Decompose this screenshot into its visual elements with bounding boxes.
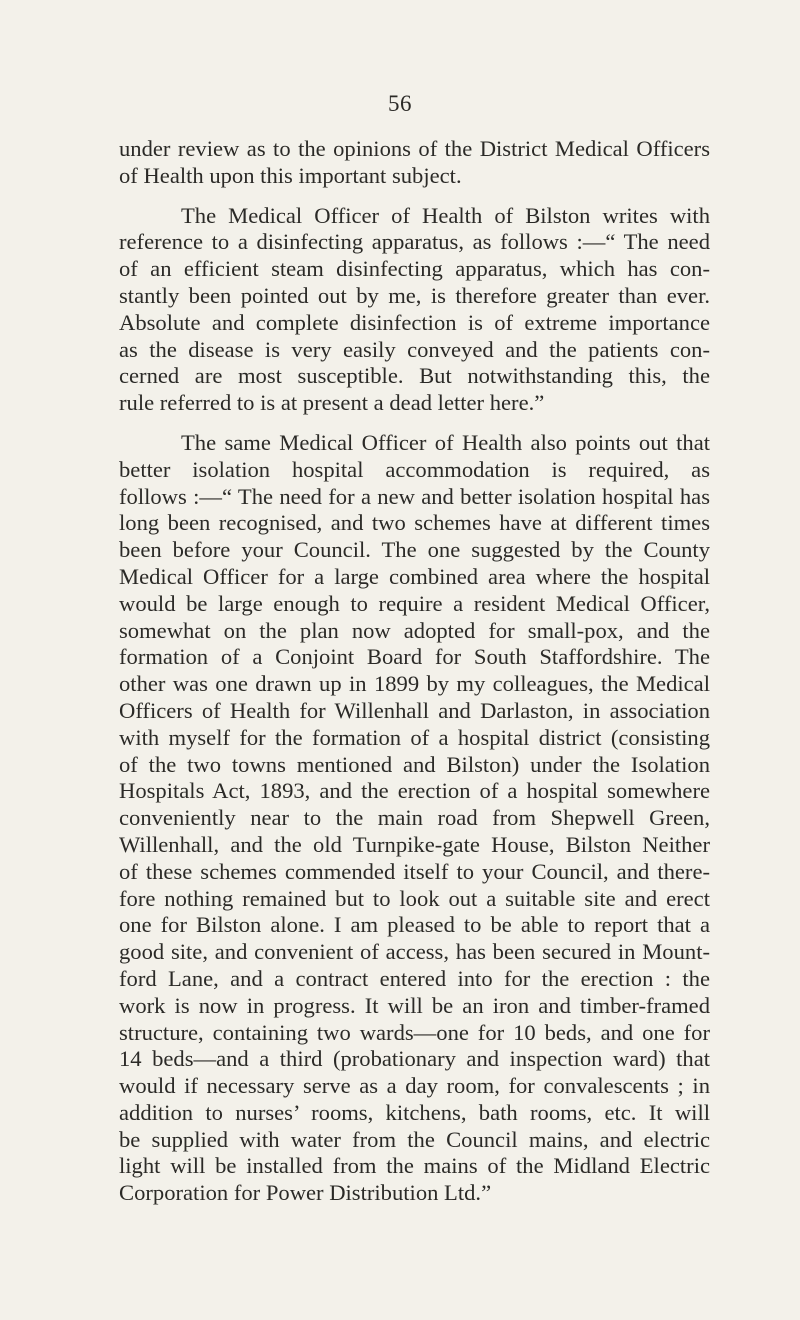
- text-line: Absolute and complete disinfection is of extreme importance: [119, 309, 710, 335]
- text-line: formation of a Conjoint Board for South Staffordshire. The: [119, 644, 710, 670]
- text-line: under review as to the opinions of the District Medical Officers: [119, 136, 710, 161]
- text-line: The same Medical Officer of Health also points out that: [181, 429, 710, 455]
- text-line: reference to a disinfecting apparatus, as follows :—“ The need: [119, 229, 710, 255]
- text-line: been before your Council. The one suggested by the County: [119, 537, 710, 563]
- text-line: of Health upon this important subject.: [119, 162, 462, 188]
- text-line: conveniently near to the main road from Shepwell Green,: [119, 805, 710, 831]
- paragraph: [119, 136, 710, 190]
- text-line: long been recognised, and two schemes have at different times: [119, 510, 710, 536]
- text-line: of an efficient steam disinfecting apparatus, which has con-: [119, 256, 710, 282]
- text-line: rule referred to is at present a dead letter here.”: [119, 390, 545, 416]
- text-line: of the two towns mentioned and Bilston) under the Isolation: [119, 751, 710, 777]
- text-line: addition to nurses’ rooms, kitchens, bath rooms, etc. It will: [119, 1099, 710, 1125]
- page-number: 56: [388, 91, 412, 116]
- text-line: cerned are most susceptible. But notwithstanding this, the: [119, 363, 710, 389]
- text-line: Hospitals Act, 1893, and the erection of a hospital somewhere: [119, 778, 710, 804]
- text-line: of these schemes commended itself to your Council, and there-: [119, 858, 710, 884]
- text-line: Willenhall, and the old Turnpike-gate House, Bilston Neither: [119, 831, 710, 857]
- text-line: structure, containing two wards—one for 10 beds, and one for: [119, 1019, 710, 1045]
- text-line: Officers of Health for Willenhall and Darlaston, in association: [119, 697, 710, 723]
- paragraph-gap: [119, 417, 710, 430]
- text-line: follows :—“ The need for a new and better isolation hospital has: [119, 483, 710, 509]
- body-text: [119, 136, 710, 1207]
- text-line: The Medical Officer of Health of Bilston writes with: [181, 202, 710, 228]
- text-line: other was one drawn up in 1899 by my colleagues, the Medical: [119, 671, 710, 697]
- text-line: ford Lane, and a contract entered into for the erection : the: [119, 965, 710, 991]
- text-line: 14 beds—and a third (probationary and inspection ward) that: [119, 1046, 710, 1072]
- text-line: fore nothing remained but to look out a suitable site and erect: [119, 885, 710, 911]
- text-line: would if necessary serve as a day room, for convalescents ; in: [119, 1073, 710, 1099]
- text-line: as the disease is very easily conveyed and the patients con-: [119, 336, 710, 362]
- text-line: Corporation for Power Distribution Ltd.”: [119, 1180, 492, 1206]
- text-line: with myself for the formation of a hospital district (consisting: [119, 724, 710, 750]
- text-line: stantly been pointed out by me, is therefore greater than ever.: [119, 282, 710, 308]
- text-line: light will be installed from the mains of the Midland Electric: [119, 1153, 710, 1179]
- text-line: be supplied with water from the Council mains, and electric: [119, 1126, 710, 1152]
- text-line: Medical Officer for a large combined area where the hospital: [119, 563, 710, 589]
- text-line: somewhat on the plan now adopted for small-pox, and the: [119, 617, 710, 643]
- paragraph: [119, 430, 710, 1207]
- paragraph-gap: [119, 190, 710, 203]
- text-line: better isolation hospital accommodation is required, as: [119, 456, 710, 482]
- text-line: would be large enough to require a resident Medical Officer,: [119, 590, 710, 616]
- text-line: work is now in progress. It will be an iron and timber-framed: [119, 992, 710, 1018]
- text-line: good site, and convenient of access, has been secured in Mount-: [119, 939, 710, 965]
- paragraph: [119, 203, 710, 417]
- text-line: one for Bilston alone. I am pleased to be able to report that a: [119, 912, 710, 938]
